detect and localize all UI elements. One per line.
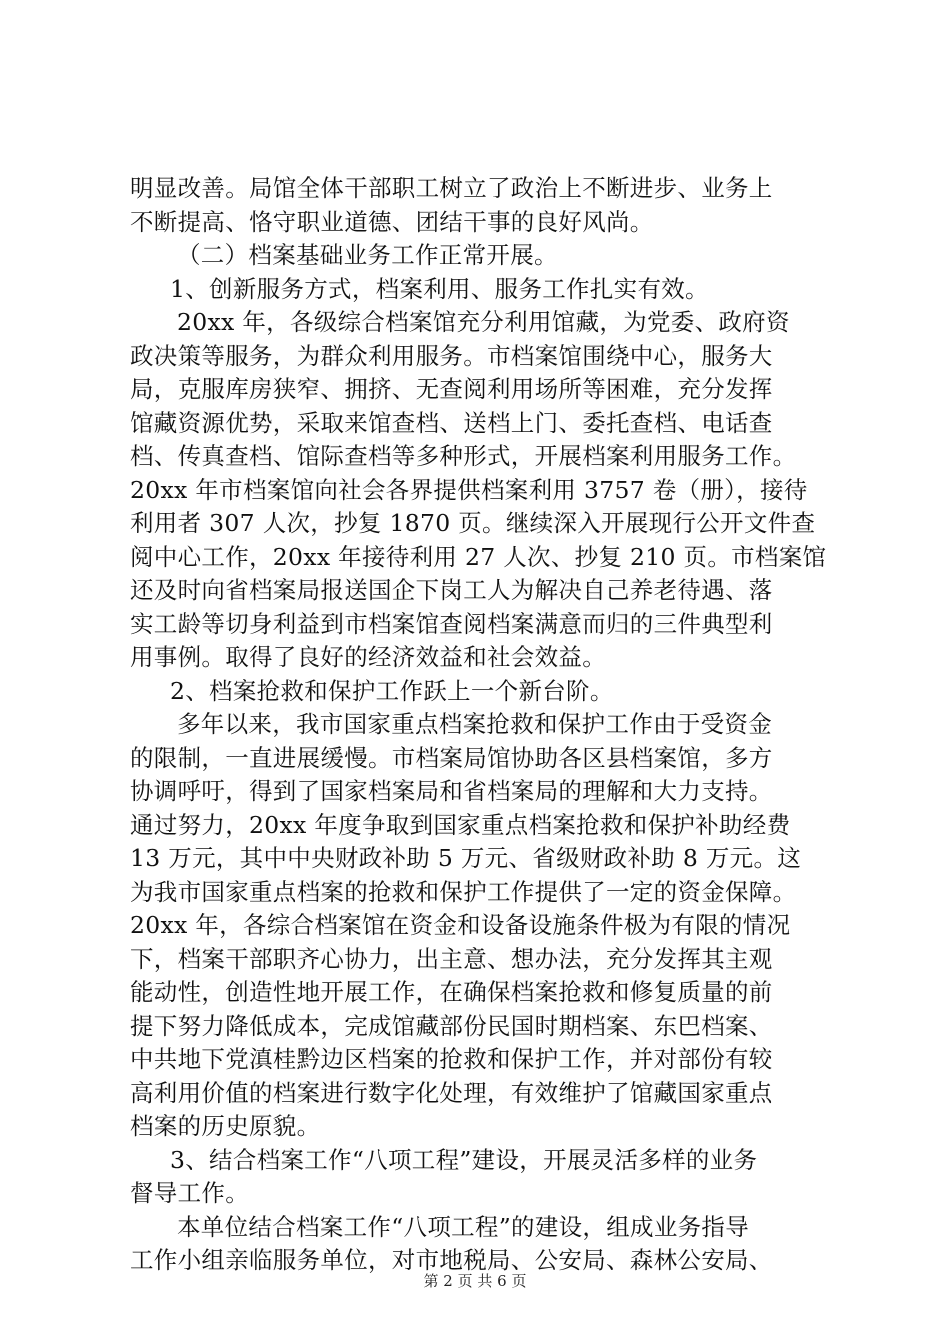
text-line: 20xx 年，各级综合档案馆充分利用馆藏，为党委、政府资 [177, 308, 790, 336]
text-line: 不断提高、恪守职业道德、团结干事的良好风尚。 [130, 207, 654, 236]
text-line: 13 万元，其中中央财政补助 5 万元、省级财政补助 8 万元。这 [130, 844, 802, 872]
text-line: 提下努力降低成本，完成馆藏部份民国时期档案、东巴档案、 [130, 1011, 773, 1040]
text-line: 档案的历史原貌。 [130, 1112, 321, 1140]
text-line: 协调呼吁，得到了国家档案局和省档案局的理解和大力支持。 [130, 777, 773, 805]
text-line: 督导工作。 [130, 1179, 249, 1207]
text-line: 20xx 年市档案馆向社会各界提供档案利用 3757 卷（册），接待 [130, 475, 808, 504]
text-line: （二）档案基础业务工作正常开展。 [177, 241, 558, 269]
text-line: 局，克服库房狭窄、拥挤、无查阅利用场所等困难，充分发挥 [130, 375, 773, 403]
text-line: 通过努力，20xx 年度争取到国家重点档案抢救和保护补助经费 [130, 810, 791, 839]
text-line: 2、档案抢救和保护工作跃上一个新台阶。 [170, 676, 614, 705]
page-footer: 第 2 页 共 6 页 [423, 1272, 527, 1290]
text-line: 本单位结合档案工作“八项工程”的建设，组成业务指导 [177, 1212, 750, 1241]
text-line: 高利用价值的档案进行数字化处理，有效维护了馆藏国家重点 [130, 1078, 773, 1107]
text-line: 利用者 307 人次，抄复 1870 页。继续深入开展现行公开文件查 [130, 509, 816, 537]
text-line: 实工龄等切身利益到市档案馆查阅档案满意而归的三件典型利 [130, 609, 773, 638]
text-line: 阅中心工作，20xx 年接待利用 27 人次、抄复 210 页。市档案馆 [130, 542, 827, 571]
text-line: 下，档案干部职齐心协力，出主意、想办法，充分发挥其主观 [130, 944, 773, 973]
document-body [130, 172, 830, 1278]
text-line: 1、创新服务方式，档案利用、服务工作扎实有效。 [170, 274, 709, 303]
text-line: 20xx 年，各综合档案馆在资金和设备设施条件极为有限的情况 [130, 911, 791, 939]
text-line: 馆藏资源优势，采取来馆查档、送档上门、委托查档、电话查 [130, 408, 773, 437]
text-line: 3、结合档案工作“八项工程”建设，开展灵活多样的业务 [170, 1145, 758, 1174]
text-line: 为我市国家重点档案的抢救和保护工作提供了一定的资金保障。 [130, 877, 797, 906]
text-line: 工作小组亲临服务单位，对市地税局、公安局、森林公安局、 [130, 1246, 773, 1274]
text-line: 用事例。取得了良好的经济效益和社会效益。 [130, 643, 606, 671]
text-line: 的限制，一直进展缓慢。市档案局馆协助各区县档案馆，多方 [130, 743, 773, 772]
text-line: 档、传真查档、馆际查档等多种形式，开展档案利用服务工作。 [130, 442, 797, 470]
text-line: 能动性，创造性地开展工作，在确保档案抢救和修复质量的前 [130, 978, 773, 1006]
text-line: 多年以来，我市国家重点档案抢救和保护工作由于受资金 [177, 710, 772, 738]
text-line: 中共地下党滇桂黔边区档案的抢救和保护工作，并对部份有较 [130, 1045, 773, 1073]
text-line: 还及时向省档案局报送国企下岗工人为解决自己养老待遇、落 [130, 576, 773, 604]
text-line: 明显改善。局馆全体干部职工树立了政治上不断进步、业务上 [130, 174, 773, 202]
text-line: 政决策等服务，为群众利用服务。市档案馆围绕中心，服务大 [130, 341, 773, 370]
